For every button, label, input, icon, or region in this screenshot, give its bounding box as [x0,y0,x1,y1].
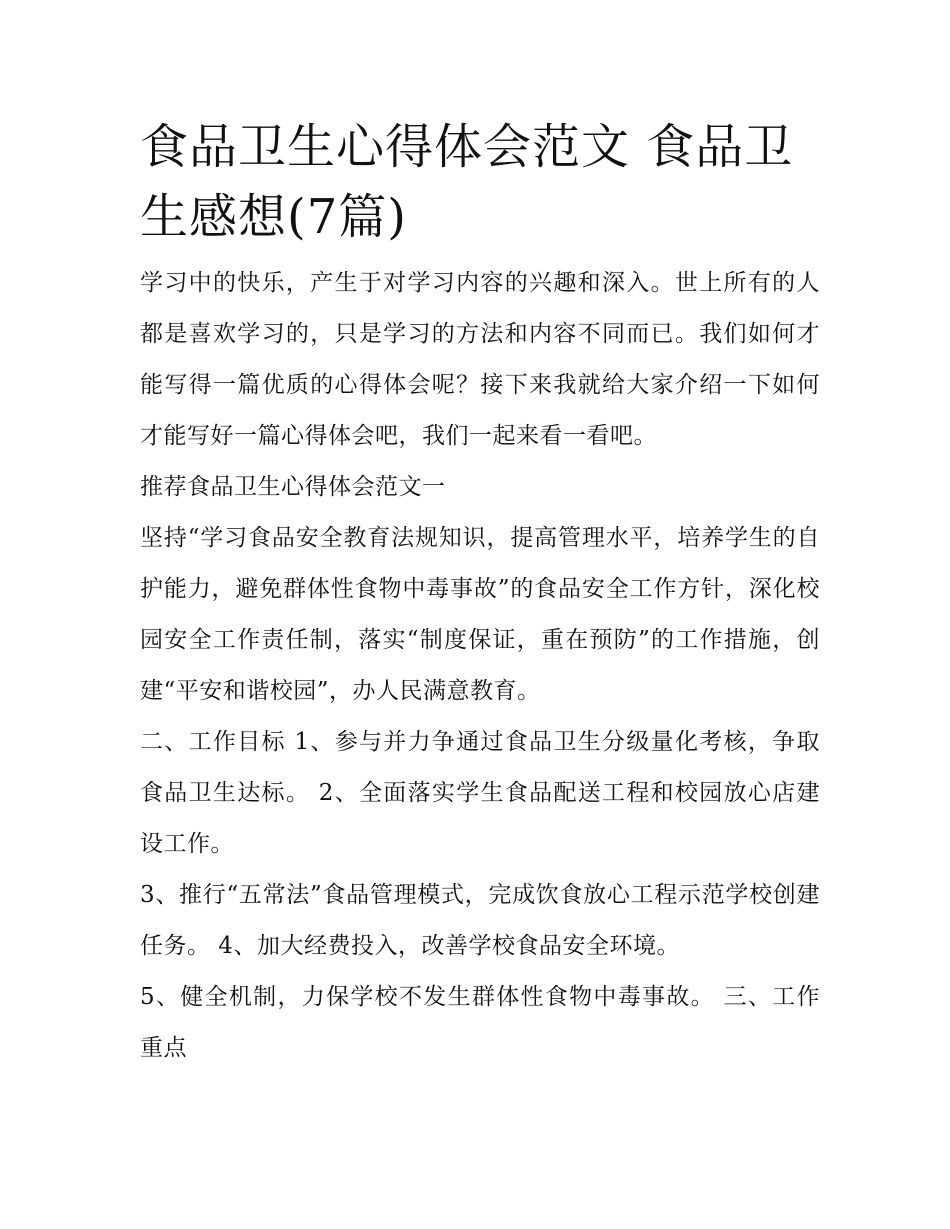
document-content [140,112,820,1074]
section-heading: 推荐食品卫生心得体会范文一 [140,474,446,500]
goals-paragraph: 二、工作目标 1、参与并力争通过食品卫生分级量化考核，争取食品卫生达标。 2、全面落实学生食品配送工程和校园放心店建设工作。 [140,729,820,857]
goal-3-4-paragraph: 3、推行“五常法”食品管理模式，完成饮食放心工程示范学校创建任务。 4、加大经费投入，改善学校食品安全环境。 [140,882,820,959]
document-body [140,258,820,1074]
document-title: 食品卫生心得体会范文 食品卫生感想(7篇) [140,119,794,245]
intro-paragraph: 学习中的快乐，产生于对学习内容的兴趣和深入。世上所有的人都是喜欢学习的，只是学习的方法和内容不同而已。我们如何才能写得一篇优质的心得体会呢？接下来我就给大家介绍一下如何才能写好一篇心得体会吧，我们一起来看一看吧。 [140,270,820,449]
policy-paragraph: 坚持“学习食品安全教育法规知识，提高管理水平，培养学生的自护能力，避免群体性食物中毒事故”的食品安全工作方针，深化校园安全工作责任制，落实“制度保证，重在预防”的工作措施，创建“平安和谐校园”，办人民满意教育。 [140,525,820,704]
goal-5-paragraph: 5、健全机制，力保学校不发生群体性食物中毒事故。 三、工作重点 [140,984,820,1061]
